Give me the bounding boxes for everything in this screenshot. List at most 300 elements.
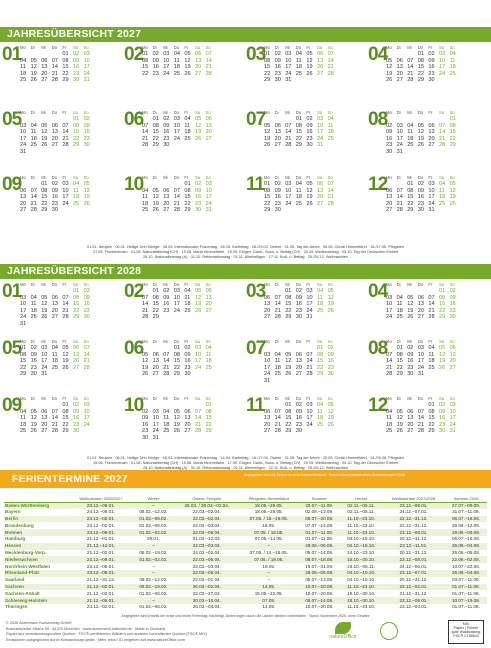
week-row: 06 07 08 09 10 11 12 xyxy=(386,187,456,194)
ferien-cell: 29.06.–12.08. xyxy=(451,522,481,528)
weekday-header: Mo Di Mi Do Fr Sa So xyxy=(142,45,211,50)
ferien-cell: 24.03.–02.04. xyxy=(192,549,221,555)
table-row xyxy=(4,590,487,597)
week-row: 31 xyxy=(264,377,271,384)
week-row: 19 20 21 22 23 24 25 xyxy=(386,70,456,77)
week-row: 27 28 29 30 31 xyxy=(386,207,435,213)
weekday-header: Mo Di Mi Do Fr Sa So xyxy=(264,45,333,50)
week-row: 15 16 17 18 19 20 21 xyxy=(20,358,90,364)
ferien-header: Sommer xyxy=(298,490,340,502)
week-row: 26 27 28 29 30 xyxy=(386,77,435,83)
week-row: 25 26 27 28 29 30 31 xyxy=(142,207,212,213)
week-row: 01 02 xyxy=(72,288,90,294)
week-row: 16 17 18 19 20 21 22 xyxy=(142,421,212,428)
ferien-cell: 24.12.–07.01. xyxy=(399,509,428,515)
week-row: 08 09 10 11 12 13 14 xyxy=(142,57,212,64)
ferien-cell: 22.03.–03.04. xyxy=(192,563,221,569)
ferien-cell: 28.06.–06.08. xyxy=(298,543,340,550)
ferien-cell: 22.03.–03.04. xyxy=(192,522,221,528)
month-number: 04 xyxy=(368,44,388,65)
week-row: 03 04 05 06 07 08 09 xyxy=(20,294,90,301)
week-row: 01 02 03 04 05 xyxy=(285,288,334,294)
ferien-cell: 21.12.–02.01. xyxy=(69,584,132,591)
ferien-footnote: Angegeben sind jeweils der erste und letzte Ferientag; nachträgl. Änderungen durch die Länder bleiben vorbehalten · Stand: November 2025, ohne Gewähr xyxy=(121,614,370,618)
week-row: 17 18 19 20 21 22 23 xyxy=(20,307,90,314)
ferien-cell: 23.12.–08.01. xyxy=(382,597,445,604)
month-06 xyxy=(124,110,246,164)
table-row xyxy=(4,502,487,509)
ferien-cell: 22.03.–27.03. xyxy=(192,590,221,596)
week-row: 04 05 06 07 08 09 10 xyxy=(386,408,456,415)
fsc-line: FSC® C168643 xyxy=(453,634,479,638)
state-name: Brandenburg xyxy=(5,522,34,528)
week-row: 11 12 13 14 15 16 17 xyxy=(20,64,90,70)
ferien-cell: 01.07.–11.08. xyxy=(445,584,487,591)
month-02 xyxy=(124,282,246,336)
week-row: 27 28 29 30 xyxy=(20,207,59,213)
title-ferien: FERIENTERMINE 2027 xyxy=(0,470,491,488)
ferien-note: Angegeben sind die Ferien ab dem Datum Deutsch · Ferien Daten jeweils einen Abweichungen 2028 xyxy=(244,473,405,477)
climate-seal-icon xyxy=(380,622,398,640)
ferien-cell: 08.02.–19.02. xyxy=(139,549,168,555)
ferien-cell: 01.02.–02.02. xyxy=(132,556,174,563)
ferien-cell: 01.02.–06.02. xyxy=(139,590,168,596)
state-name: Hamburg xyxy=(5,536,26,542)
ferien-cell: 23.12.–06.01. xyxy=(86,563,116,569)
table-row xyxy=(4,584,487,591)
ferien-cell: 10.07.–19.08. xyxy=(445,597,487,604)
week-row: 24 25 26 27 28 29 30 xyxy=(386,314,456,320)
month-number: 08 xyxy=(368,338,388,359)
ferien-header: Ostern/ Frühjahr xyxy=(174,490,239,502)
ferien-cell: 07.07.–14.08. xyxy=(305,522,334,528)
month-number: 05 xyxy=(2,338,22,359)
holiday-line: 26.10. Nationalfeiertag (A) · 31.10. Reformationstag · 01.11. Allerheiligen · 17.11. Buß- u. Bettag · 25./26.12. Weihnachten xyxy=(143,255,348,259)
weekday-header: Mo Di Mi Do Fr Sa So xyxy=(386,282,455,287)
ferien-cell: 07.05.–14.05. xyxy=(254,536,283,542)
week-row: 27 28 29 30 xyxy=(264,428,303,434)
table-row xyxy=(4,550,487,557)
week-row: 15 16 17 18 19 20 21 xyxy=(142,64,212,70)
week-row: 01 02 03 04 05 06 xyxy=(396,345,456,351)
natureoffice-label: natureOffice xyxy=(329,634,357,640)
weekday-header: Mo Di Mi Do Fr Sa So xyxy=(386,175,455,180)
month-05 xyxy=(2,339,124,393)
ferien-cell: 07.05. xyxy=(239,597,298,604)
natureoffice-logo xyxy=(318,622,368,640)
month-10 xyxy=(124,175,246,229)
ferien-cell: 08.02.–12.02. xyxy=(139,509,168,515)
ferien-header: Winter xyxy=(132,490,174,502)
ferien-cell: 06.07.–18.08. xyxy=(445,516,487,523)
week-row: 19 20 21 22 23 24 25 xyxy=(142,364,212,371)
month-number: 02 xyxy=(124,281,144,302)
ferien-cell: 22.12.–31.12. xyxy=(382,516,445,523)
ferien-cell: 19.07.–31.08. xyxy=(305,563,334,569)
title-2027: JAHRESÜBERSICHT 2027 xyxy=(0,27,491,42)
month-01 xyxy=(2,45,124,99)
week-row: 10 11 12 13 14 15 16 xyxy=(386,301,456,307)
ferien-cell: 26.03.–02.04. xyxy=(174,584,239,591)
week-row: 15 16 17 18 19 20 21 xyxy=(264,64,334,70)
month-number: 06 xyxy=(124,338,144,359)
ferien-cell: 23.12.–04.01. xyxy=(399,604,428,610)
ferien-cell: 04.10.–15.10. xyxy=(340,570,382,577)
week-row: 01 02 03 04 05 06 07 xyxy=(264,181,334,187)
ferien-cell: 22.03.–02.04. xyxy=(192,509,221,515)
week-row: 16 17 18 19 20 21 22 xyxy=(386,135,456,142)
ferien-cell: 11.10.–23.10. xyxy=(340,584,382,591)
week-row: 22 23 24 25 26 27 28 xyxy=(264,70,334,77)
state-name: Bremen xyxy=(4,529,69,536)
week-row: 01 02 03 04 05 06 07 xyxy=(142,51,212,57)
table-row xyxy=(4,597,487,604)
week-row: 11 12 13 14 15 16 17 xyxy=(142,194,212,200)
ferien-cell: 20.12.–31.12. xyxy=(399,549,428,555)
week-row: 03 04 05 06 07 08 09 xyxy=(386,294,456,301)
table-row xyxy=(4,509,487,516)
ferien-cell: 02.11.–05.11. xyxy=(347,509,375,515)
week-row: 01 02 xyxy=(72,116,90,122)
weekday-header: Mo Di Mi Do Fr Sa So xyxy=(386,45,455,50)
state-name: Berlin xyxy=(4,516,69,523)
ferien-cell: 23.12.–11.01. xyxy=(382,543,445,550)
week-row: 02 03 04 05 06 07 08 xyxy=(386,122,456,129)
weekday-header: Mo Di Mi Do Fr Sa So xyxy=(20,175,89,180)
ferien-cell: 23.12.–09.01. xyxy=(69,502,132,509)
ferien-cell: 16.10.–30.10. xyxy=(340,556,382,563)
fsc-line: Papier | Fördert xyxy=(453,626,479,630)
ferien-cell: 01.02.–02.02. xyxy=(132,529,174,536)
ferien-cell: – xyxy=(152,563,155,569)
ferien-cell: 08.07.–20.08. xyxy=(298,516,340,523)
week-row: 23 24 25 26 27 28 29 xyxy=(386,142,456,148)
ferien-cell: 23.12.–02.01. xyxy=(86,522,116,528)
month-11 xyxy=(246,396,368,450)
table-row xyxy=(4,577,487,584)
week-row: 28 29 xyxy=(142,314,159,320)
ferien-cell: 23.10.–06.11. xyxy=(347,563,375,569)
week-row: 06 07 08 09 10 11 12 xyxy=(264,408,334,415)
month-number: 07 xyxy=(246,338,266,359)
week-row: 28 29 30 xyxy=(142,142,170,148)
week-row: 07 08 09 10 11 12 13 xyxy=(142,294,212,301)
week-row: 21 22 23 24 25 26 27 xyxy=(386,364,456,371)
ferien-cell: 21.12.–31.12. xyxy=(86,577,116,583)
week-row: 20 21 22 23 24 25 26 xyxy=(264,307,334,314)
ferien-cell: 26.06.–05.08. xyxy=(451,549,481,555)
week-row: 18 19 20 21 22 23 24 xyxy=(386,421,456,428)
ferien-cell: 26.03.–03.04. xyxy=(192,604,221,610)
ferien-cell: 08.07.–18.08. xyxy=(298,556,340,563)
week-row: 06 07 08 09 10 11 12 xyxy=(20,187,90,194)
ferien-cell: 01.02.–06.02. xyxy=(132,516,174,523)
ferien-cell: – xyxy=(132,597,174,604)
week-row: 25 26 27 28 29 30 31 xyxy=(386,428,456,434)
weekday-header: Mo Di Mi Do Fr Sa So xyxy=(142,339,211,344)
week-row: 01 02 03 xyxy=(62,402,90,408)
week-row: 31 xyxy=(20,148,27,155)
month-07 xyxy=(246,339,368,393)
ferien-cell: 21.12.–12.01. xyxy=(69,543,132,550)
holiday-line: 27.05. Fronleichnam · 01.08. Nationalfeiertag (CH) · 15.08. Mariä Himmelfahrt · 19.09. Eidgen. Dank-, Buss- u. Bettag (CH) · 20.09. Weltkindertag · 03.10. Tag der Deutschen Einheit xyxy=(92,250,399,254)
week-row: 11 12 13 14 15 16 17 xyxy=(20,415,90,421)
ferien-header: Pfingsten/ Himmelfahrt xyxy=(239,490,298,502)
state-name: Thüringen xyxy=(5,604,28,610)
month-09 xyxy=(2,175,124,229)
month-number: 10 xyxy=(124,174,144,195)
fsc-line: gute Waldnutzung xyxy=(451,630,481,634)
month-number: 09 xyxy=(2,395,22,416)
weekday-header: Mo Di Mi Do Fr Sa So xyxy=(142,282,211,287)
ferien-cell: 05.07.–14.08. xyxy=(305,549,334,555)
ferien-cell: 22.12.–31.12. xyxy=(399,522,428,528)
week-row: 22 23 24 25 26 27 28 xyxy=(142,70,212,77)
week-row: 04 05 06 07 08 09 10 xyxy=(20,57,90,64)
week-row: 19 20 21 22 23 24 25 xyxy=(264,135,334,142)
weekday-header: Mo Di Mi Do Fr Sa So xyxy=(20,396,89,401)
ferien-cell: 23.12.–02.01. xyxy=(69,516,132,523)
ferien-cell: 01.02.–06.02. xyxy=(139,604,168,610)
ferien-cell: 23.12.–02.01. xyxy=(86,604,116,610)
month-number: 07 xyxy=(246,109,266,130)
ferien-cell: 03.07.–11.08. xyxy=(452,577,480,583)
week-row: 20 21 22 23 24 25 26 xyxy=(386,200,456,207)
week-row: 13 14 15 16 17 18 19 xyxy=(20,194,90,200)
ferien-cell: 05.07.–14.08. xyxy=(298,597,340,604)
ferien-header xyxy=(4,490,69,502)
ferien-cell: 22.06.–02.08. xyxy=(445,556,487,563)
week-row: 29 30 xyxy=(264,207,281,213)
month-11 xyxy=(246,175,368,229)
ferien-cell: 07.05. / 18.05. xyxy=(239,529,298,536)
weekday-header: Mo Di Mi Do Fr Sa So xyxy=(142,175,211,180)
week-row: 22 23 24 25 26 27 28 xyxy=(20,364,90,371)
week-row: 28 29 30 31 xyxy=(386,371,425,377)
calendar-2027 xyxy=(2,45,491,241)
state-name: Hessen xyxy=(4,543,69,550)
month-number: 04 xyxy=(368,281,388,302)
weekday-header: Mo Di Mi Do Fr Sa So xyxy=(20,282,89,287)
week-row: 14 15 16 17 18 19 20 xyxy=(142,301,212,307)
ferien-cell: – xyxy=(132,570,174,577)
ferien-cell: 11.10.–23.10. xyxy=(340,516,382,523)
weekday-header: Mo Di Mi Do Fr Sa So xyxy=(264,110,333,115)
calendar-2028 xyxy=(2,282,491,452)
week-row: 10 11 12 13 14 15 16 xyxy=(20,129,90,135)
ferien-cell: 11.10.–23.10. xyxy=(347,522,375,528)
weekday-header: Mo Di Mi Do Fr Sa So xyxy=(264,175,333,180)
ferien-cell: 15.05.–22.05. xyxy=(254,590,283,596)
ferien-cell: 01.07.–11.08. xyxy=(305,536,334,542)
week-row: 18 19 20 21 22 23 24 xyxy=(20,70,90,77)
fsc-line: MIX xyxy=(462,622,470,626)
ferien-cell: 08.02.–19.02. xyxy=(132,584,174,591)
month-number: 03 xyxy=(246,281,266,302)
week-row: 06 07 08 09 10 11 12 xyxy=(264,294,334,301)
ferien-cell: 01.07.–11.08. xyxy=(452,604,480,610)
week-row: 05 06 07 08 09 10 11 xyxy=(264,122,334,129)
ferien-cell: 02.11.–06.11. xyxy=(340,502,382,509)
week-row: 05 06 07 08 09 10 11 xyxy=(386,57,456,64)
month-number: 12 xyxy=(368,174,388,195)
week-row: 30 31 xyxy=(386,148,403,155)
month-number: 02 xyxy=(124,44,144,65)
ferien-cell: 23.12.–02.01. xyxy=(382,584,445,591)
week-row: 07 08 09 10 11 12 13 xyxy=(142,122,212,129)
week-row: 01 02 xyxy=(316,345,334,351)
ferien-cell: 30.03.–10.04. xyxy=(174,597,239,604)
week-row: 13 14 15 16 17 18 19 xyxy=(264,415,334,421)
ferien-cell: 06.07.–16.08. xyxy=(451,536,481,542)
month-number: 08 xyxy=(368,109,388,130)
week-row: 27 28 29 30 31 xyxy=(264,314,313,320)
state-name: Baden-Württemberg xyxy=(4,502,69,509)
week-row: 23 24 25 26 27 28 29 xyxy=(142,428,212,434)
ferien-cell: 23.12.–09.01. xyxy=(69,556,132,563)
state-name: Sachsen-Anhalt xyxy=(5,590,40,596)
ferien-cell: 01.02.–06.02. xyxy=(139,522,168,528)
weekday-header: Mo Di Mi Do Fr Sa So xyxy=(264,339,333,344)
ferien-cell: 14.05. xyxy=(262,604,276,610)
ferien-cell: 04.10.–15.10. xyxy=(347,577,376,583)
week-row: 08 09 10 11 12 13 14 xyxy=(264,57,334,64)
week-row: 15 16 17 18 19 20 21 xyxy=(264,194,334,200)
ferien-cell: 22.03.–06.04. xyxy=(174,556,239,563)
ferien-cell: 01.07.–11.08. xyxy=(298,529,340,536)
week-row: 08 09 10 11 12 13 14 xyxy=(20,351,90,358)
ferien-cell: 10.07.–22.08. xyxy=(451,563,481,569)
month-number: 01 xyxy=(2,44,22,65)
weekday-header: Mo Di Mi Do Fr Sa So xyxy=(264,282,333,287)
week-row: 14 15 16 17 18 19 20 xyxy=(142,129,212,135)
ferien-cell: 07.05. / 18.–19.05. xyxy=(239,516,298,523)
ferien-cell: 07.05. / 18.05. xyxy=(239,556,298,563)
month-08 xyxy=(368,110,490,164)
state-name: Niedersachsen xyxy=(4,556,69,563)
month-09 xyxy=(2,396,124,450)
ferien-cell: 29.07.–11.09. xyxy=(298,502,340,509)
ferien-cell: 18.05.–29.05. xyxy=(239,502,298,509)
table-row xyxy=(4,570,487,577)
ferien-cell: 10.07.–20.08. xyxy=(305,604,334,610)
week-row: 01 02 03 xyxy=(184,181,212,187)
month-12 xyxy=(368,396,490,450)
week-row: 01 02 03 04 05 06 07 xyxy=(20,345,90,351)
ferien-table xyxy=(4,490,487,611)
table-row xyxy=(4,604,487,611)
ferien-header: Sommer 2028 xyxy=(445,490,487,502)
month-number: 10 xyxy=(124,395,144,416)
footer-info xyxy=(6,621,207,643)
ferien-cell: 26.06.–04.08. xyxy=(445,570,487,577)
month-number: 09 xyxy=(2,174,22,195)
week-row: 17 18 19 20 21 22 23 xyxy=(386,307,456,314)
ferien-cell: 31.07.–11.09. xyxy=(452,509,480,515)
month-03 xyxy=(246,282,368,336)
week-row: 01 xyxy=(205,402,212,408)
week-row: 18 19 20 21 22 23 24 xyxy=(142,200,212,207)
month-06 xyxy=(124,339,246,393)
table-row xyxy=(4,536,487,543)
table-row xyxy=(4,556,487,563)
ferien-cell: 21.12.–01.01. xyxy=(86,536,116,542)
holiday-line: 01.01. Neujahr · 06.01. Heilige Drei Könige · 08.03. Internationaler Frauentag · 26.03. Karfreitag · 28./29.03. Ostern · 01.05. Tag der Arbeit · 06.05. Christi Himmelfahrt · 16./17.05. Pfingsten xyxy=(87,245,404,249)
state-name: Mecklenburg-Vorp. xyxy=(5,549,47,555)
week-row: 09 10 11 12 13 14 15 xyxy=(386,129,456,135)
ferien-cell: 23.12.–08.01. xyxy=(382,556,445,563)
week-row: 21 22 23 24 25 26 27 xyxy=(142,135,212,142)
ferien-cell: 23.12.–08.01. xyxy=(382,502,445,509)
table-row xyxy=(4,522,487,529)
ferien-cell: – xyxy=(132,502,174,509)
week-row: 05 06 07 08 09 10 11 xyxy=(142,351,212,358)
week-row: 14 15 16 17 18 19 20 xyxy=(386,358,456,364)
weekday-header: Mo Di Mi Do Fr Sa So xyxy=(386,110,455,115)
ferien-cell: 22.03.–03.04. xyxy=(174,543,239,550)
month-02 xyxy=(124,45,246,99)
week-row: 12 13 14 15 16 17 18 xyxy=(142,358,212,364)
month-number: 05 xyxy=(2,109,22,130)
week-row: 12 13 14 15 16 17 18 xyxy=(386,64,456,70)
ferien-cell: 18.10.–30.10. xyxy=(340,597,382,604)
week-row: 08 09 10 11 12 13 14 xyxy=(264,187,334,194)
footer-line: Emissionen ausgeglichen durch Klimaschutzprojekte · Mehr Infos? ID eingeben auf www.natureOffice.com xyxy=(6,637,185,642)
week-row: 12 13 14 15 16 17 18 xyxy=(264,129,334,135)
month-07 xyxy=(246,110,368,164)
week-row: 13 14 15 16 17 18 19 xyxy=(264,301,334,307)
ferien-header: Herbst xyxy=(340,490,382,502)
week-row: 17 18 19 20 21 22 23 xyxy=(20,135,90,142)
week-row: 01 02 03 04 05 xyxy=(41,181,90,187)
ferien-cell: 27.07.–09.09. xyxy=(445,502,487,509)
ferien-cell: 24.12.–06.01. xyxy=(399,563,428,569)
ferien-cell: 23.12.–08.01. xyxy=(382,529,445,536)
week-row: 26 27 28 29 30 31 xyxy=(264,142,324,148)
state-name: Rheinland-Pfalz xyxy=(4,570,69,577)
ferien-cell: 18.05. xyxy=(262,563,276,569)
footer-line: Papier aus verantwortungsvollen Quellen · FSC®-zertifizierten Wäldern und anderen kontrollierten Quellen (FSC® MIX) xyxy=(6,632,208,637)
holidays-2028 xyxy=(0,456,491,471)
month-04 xyxy=(368,282,490,336)
month-05 xyxy=(2,110,124,164)
week-row: 01 02 03 04 05 06 xyxy=(152,116,212,122)
ferien-cell: 11.10.–23.10. xyxy=(340,529,382,536)
week-row: 21 22 23 24 25 26 27 xyxy=(142,307,212,314)
ferien-cell: 22.03.–02.04. xyxy=(174,516,239,523)
table-row xyxy=(4,543,487,550)
weekday-header: Mo Di Mi Do Fr Sa So xyxy=(20,45,89,50)
month-08 xyxy=(368,339,490,393)
ferien-cell: 02.08.–13.09. xyxy=(305,509,334,515)
ferien-cell: 21.12.–31.12. xyxy=(399,590,428,596)
table-row xyxy=(4,516,487,523)
title-2028: JAHRESÜBERSICHT 2028 xyxy=(0,264,491,279)
holiday-line: 26.10. Nationalfeiertag (A) · 31.10. Reformationstag · 01.11. Allerheiligen · 22.11. Buß- u. Bettag · 25./26.12. Weihnachten xyxy=(143,466,348,470)
ferien-cell: 25.03. / 30.03.–03.04. xyxy=(174,502,239,509)
month-number: 12 xyxy=(368,395,388,416)
weekday-header: Mo Di Mi Do Fr Sa So xyxy=(386,396,455,401)
month-number: 06 xyxy=(124,109,144,130)
ferien-cell: 29.06.–09.08. xyxy=(445,529,487,536)
week-row: 17 18 19 20 21 22 23 xyxy=(264,364,334,371)
ferien-cell: 22.03.–01.04. xyxy=(192,577,221,583)
week-row: 10 11 12 13 14 15 16 xyxy=(20,301,90,307)
week-row: 25 26 27 28 29 30 31 xyxy=(20,77,90,83)
footer-line: © 2026 Ackermann Kunstverlag GmbH xyxy=(6,621,72,625)
week-row: 02 03 04 05 06 07 08 xyxy=(142,408,212,415)
holiday-line: 01.01. Neujahr · 06.01. Heilige Drei Könige · 08.03. Internationaler Frauentag · 14.04. Karfreitag · 16./17.04. Ostern · 01.05. Tag der Arbeit · 25.05. Christi Himmelfahrt · 04./05.06. Pfingsten xyxy=(87,456,404,460)
